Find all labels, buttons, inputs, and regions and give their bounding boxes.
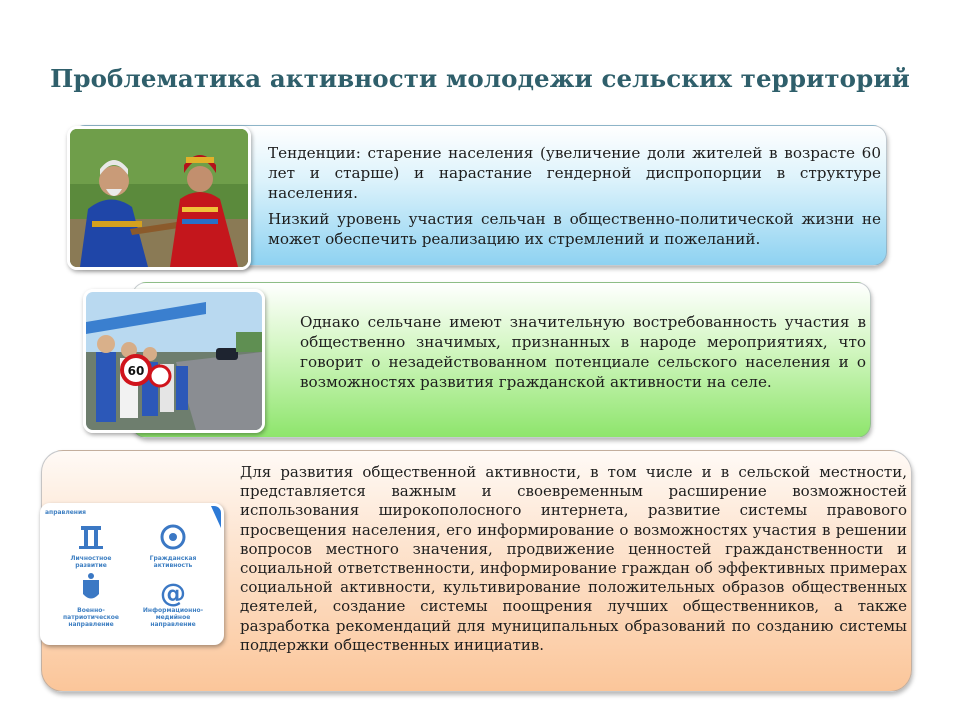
participation-paragraph: Низкий уровень участия сельчан в общественно-политической жизни не может обеспечить реализацию их стремлений и пожеланий. [268, 210, 881, 248]
infographic-header: аправления [45, 509, 87, 516]
item-label: Военно- [77, 607, 105, 614]
photo-elders [67, 126, 251, 270]
item-label: активность [153, 562, 193, 569]
demand-paragraph: Однако сельчане имеют значительную востребованность участия в общественно значимых, признанных в народе мероприятиях, что говорит о незадействованном потенциале сельского населения и о возможностях развития гражданской активности на селе. [300, 313, 866, 391]
page-title: Проблематика активности молодежи сельских территорий [50, 64, 910, 93]
photo-road-event [83, 289, 265, 433]
road-sign-number: 60 [127, 364, 145, 378]
panel-development-text [240, 463, 907, 655]
trends-paragraph: Тенденции: старение населения (увеличение доли жителей в возрасте 60 лет и старше) и нарастание гендерной диспропорции в структуре населения. [268, 144, 881, 202]
infographic-directions [40, 503, 224, 645]
item-label: Гражданская [149, 555, 197, 562]
item-label: патриотическое [63, 614, 119, 621]
item-label: медийное [155, 614, 191, 621]
panel-demand-text [300, 312, 866, 392]
development-paragraph: Для развития общественной активности, в том числе и в сельской местности, представляется важным и своевременным расширение возможностей использования широкополосного интернета, развитие системы правового просвещения населения, его информирование о возможностях участия в решении вопросов местного значения, продвижение ценностей гражданственности и социальной ответственности, информирование граждан об эффективных примерах социальной активности, культивирование положительных образов общественных деятелей, создание системы поощрения лучших общественников, а также разработка рекомендаций для муниципальных образований по созданию системы поддержки общественных инициатив. [240, 463, 907, 654]
item-label: Личностное [70, 555, 112, 562]
panel-trends-text [268, 143, 881, 249]
item-label: направление [68, 621, 114, 628]
item-label: направление [150, 621, 196, 628]
item-label: развитие [75, 562, 107, 569]
at-icon: @ [160, 579, 186, 609]
item-label: Информационно- [142, 607, 204, 614]
